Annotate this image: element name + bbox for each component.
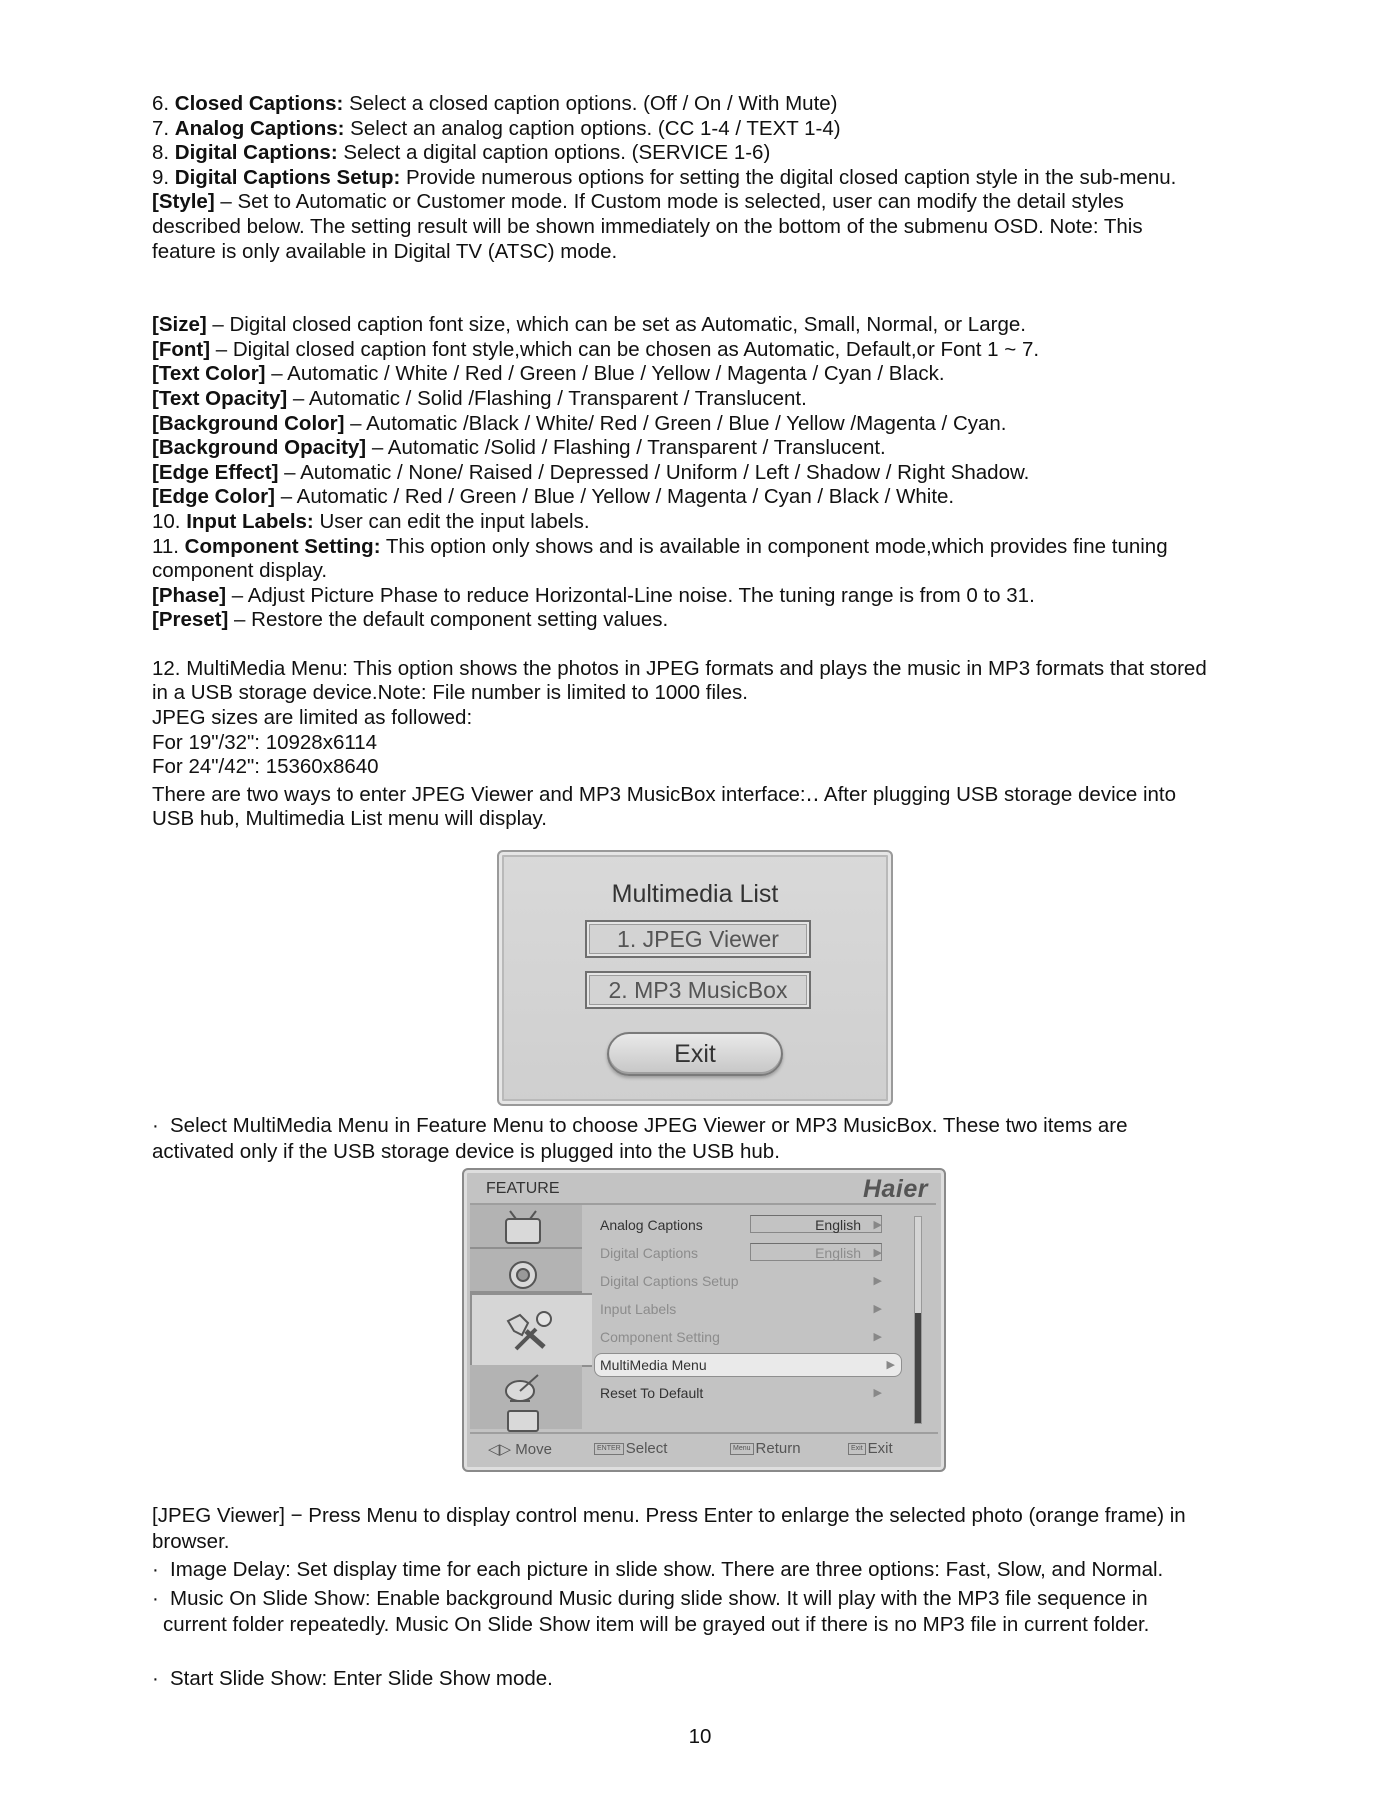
item-component-setting: 11. Component Setting: This option only shows and is available in component mode,which provides fine tuning [152,534,1168,558]
footer-select: ENTER Select [594,1440,667,1457]
osd-menu-panel [590,1214,920,1426]
chevron-right-icon: ▶ [873,1387,882,1399]
chevron-right-icon: ▶ [873,1219,882,1231]
exit-key-icon: Exit [848,1443,866,1455]
tab-picture[interactable] [470,1205,582,1249]
bullet-image-delay: · Image Delay: Set display time for each picture in slide show. There are three options: Fast, Slow, and Normal. [152,1558,1164,1581]
style-description: [Style] – Set to Automatic or Customer mode. If Custom mode is selected, user can modify the detail styles [152,190,1124,214]
component-line2: component display. [152,559,328,583]
item-closed-captions: 6. Closed Captions: Select a closed caption options. (Off / On / With Mute) [152,92,838,115]
multimedia-list-title: Multimedia List [611,880,779,908]
jpeg-line2: browser. [152,1530,230,1553]
tv-icon [500,1209,546,1245]
style-edge-effect: [Edge Effect] – Automatic / None/ Raised / Depressed / Uniform / Left / Shadow / Right Shadow. [152,460,1030,484]
tab-feature[interactable] [470,1293,592,1367]
menu-item-analog-captions[interactable]: Analog Captions English ▶ [590,1214,906,1236]
speaker-icon [500,1253,546,1289]
style-description-line3: feature is only available in Digital TV (ATSC) mode. [152,239,618,263]
style-edge-color: [Edge Color] – Automatic / Red / Green / Blue / Yellow / Magenta / Cyan / Black / White. [152,485,955,509]
osd-category-tabs [470,1205,584,1427]
chevron-right-icon: ▶ [873,1275,882,1287]
digital-captions-value: English [750,1243,882,1261]
bullet-start-slide-show: · Start Slide Show: Enter Slide Show mode. [152,1667,553,1690]
feature-menu-osd [462,1168,946,1472]
menu-item-multimedia-menu[interactable]: MultiMedia Menu ▶ [594,1353,902,1377]
item-digital-captions-setup: 9. Digital Captions Setup: Provide numerous options for setting the digital closed caption style in the sub-menu. [152,165,1177,189]
multimedia-line3: JPEG sizes are limited as followed: [152,706,473,730]
mp3-musicbox-option[interactable]: 2. MP3 MusicBox [585,971,811,1009]
style-text-opacity: [Text Opacity] – Automatic / Solid /Flashing / Transparent / Translucent. [152,386,807,410]
item-digital-captions: 8. Digital Captions: Select a digital caption options. (SERVICE 1-6) [152,141,771,165]
jpeg-viewer-option[interactable]: 1. JPEG Viewer [585,920,811,958]
monitor-icon [500,1407,546,1433]
wrench-icon [498,1301,558,1361]
scrollbar-thumb[interactable] [915,1313,921,1423]
item-input-labels: 10. Input Labels: User can edit the input labels. [152,509,590,533]
item-analog-captions: 7. Analog Captions: Select an analog caption options. (CC 1-4 / TEXT 1-4) [152,116,841,140]
footer-exit: Exit Exit [848,1440,893,1457]
style-font: [Font] – Digital closed caption font style,which can be chosen as Automatic, Default,or Font 1 ~ 7. [152,337,1040,361]
style-background-opacity: [Background Opacity] – Automatic /Solid / Flashing / Transparent / Translucent. [152,436,886,460]
bullet-music-on-slide-show: · Music On Slide Show: Enable background Music during slide show. It will play with the MP3 file sequence in [152,1587,1148,1610]
osd-header [470,1175,936,1205]
chevron-right-icon: ▶ [873,1303,882,1315]
multimedia-line7: USB hub, Multimedia List menu will display. [152,807,547,831]
jpeg-viewer-section [152,1503,1186,1692]
multimedia-line2: in a USB storage device.Note: File number is limited to 1000 files. [152,681,748,705]
chevron-right-icon: ▶ [886,1359,895,1371]
bullet: · [152,1114,159,1137]
multimedia-list-panel [497,850,893,1106]
style-size: [Size] – Digital closed caption font size, which can be set as Automatic, Small, Normal, or Large. [152,313,1026,337]
osd-title: FEATURE [486,1180,560,1197]
enter-key-icon: ENTER [594,1443,624,1455]
chevron-right-icon: ▶ [873,1331,882,1343]
multimedia-line4: For 19"/32": 10928x6114 [152,730,378,754]
component-preset: [Preset] – Restore the default component setting values. [152,608,669,632]
multimedia-line5: For 24"/42": 15360x8640 [152,755,379,779]
component-phase: [Phase] – Adjust Picture Phase to reduce Horizontal-Line noise. The tuning range is from 0 to 31. [152,583,1035,607]
haier-logo: Haier [862,1175,928,1203]
style-description-line2: described below. The setting result will be shown immediately on the bottom of the submenu OSD. Note: This [152,214,1143,238]
page-number: 10 [688,1725,712,1748]
multimedia-line6: There are two ways to enter JPEG Viewer and MP3 MusicBox interface:․․ After plugging USB storage device into [152,782,1177,806]
menu-item-input-labels[interactable]: Input Labels ▶ [590,1298,906,1320]
chevron-right-icon: ▶ [873,1247,882,1259]
menu-item-reset-to-default[interactable]: Reset To Default ▶ [590,1382,906,1404]
menu-item-digital-captions[interactable]: Digital Captions English ▶ [590,1242,906,1264]
move-arrows-icon: ◁▷ [488,1441,512,1458]
analog-captions-value: English [750,1215,882,1233]
document-body [152,92,1262,832]
bullet-music-line2: current folder repeatedly. Music On Slide Show item will be grayed out if there is no MP3 file in current folder. [163,1613,1150,1636]
tab-audio[interactable] [470,1249,582,1293]
menu-item-component-setting[interactable]: Component Setting ▶ [590,1326,906,1348]
select-note: · Select MultiMedia Menu in Feature Menu to choose JPEG Viewer or MP3 MusicBox. These two items are activated only if the USB storage device is plugged into the USB hub. [152,1114,1128,1163]
footer-move: ◁▷ Move [488,1441,552,1458]
satellite-icon [500,1369,546,1405]
jpeg-line1: [JPEG Viewer] − Press Menu to display control menu. Press Enter to enlarge the selected photo (orange frame) in [152,1504,1186,1527]
osd-scrollbar[interactable] [914,1216,922,1424]
style-text-color: [Text Color] – Automatic / White / Red / Green / Blue / Yellow / Magenta / Cyan / Black. [152,362,945,386]
style-background-color: [Background Color] – Automatic /Black / White/ Red / Green / Blue / Yellow /Magenta / Cyan. [152,411,1007,435]
osd-footer [470,1432,938,1462]
multimedia-list-dialog [497,850,893,1106]
menu-item-digital-captions-setup[interactable]: Digital Captions Setup ▶ [590,1270,906,1292]
menu-key-icon: Menu [730,1443,754,1455]
exit-button[interactable]: Exit [607,1032,783,1076]
footer-return: Menu Return [730,1440,801,1457]
multimedia-line1: 12. MultiMedia Menu: This option shows the photos in JPEG formats and plays the music in MP3 formats that stored [152,656,1207,680]
tab-setup[interactable] [470,1403,582,1429]
